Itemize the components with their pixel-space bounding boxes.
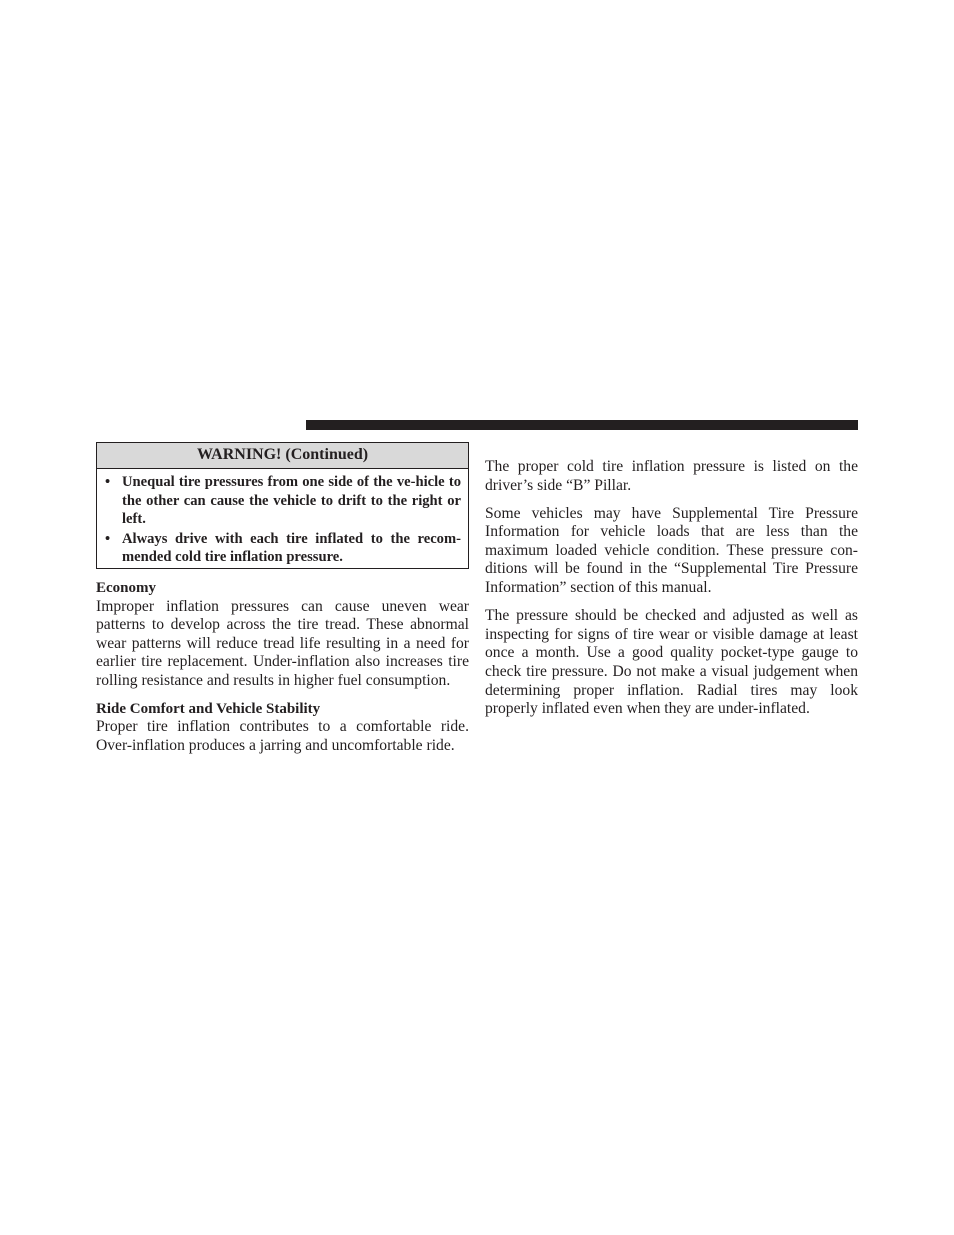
warning-item <box>105 473 461 529</box>
paragraph-checking: The pressure should be checked and adjusted as well as inspecting for signs of tire wear or visible damage at least once a month. Use a good quality pocket-type gauge to check tire pressure. Do not make a visual judgement when determining proper inflation. Radial tires may look properly inflated even when they are under-inflated. <box>485 607 858 718</box>
bullet-icon: • <box>105 530 111 547</box>
header-rule <box>306 420 858 430</box>
paragraph-b-pillar: The proper cold tire inflation pressure is listed on the driver’s side “B” Pillar. <box>485 458 858 494</box>
warning-item-text: Unequal tire pressures from one side of the ve-hicle to the other can cause the vehicle to drift to the right or left. <box>122 474 461 528</box>
paragraph-supplemental: Some vehicles may have Supplemental Tire Pressure Information for vehicle loads that are less than the maximum loaded vehicle condition. These pressure con-ditions will be found in the “Supplemental Tire Pressure Information” section of this manual. <box>485 504 858 597</box>
left-column <box>96 442 469 764</box>
ride-comfort-heading: Ride Comfort and Vehicle Stability <box>96 700 321 717</box>
warning-item-text: Always drive with each tire inflated to the recom-mended cold tire inflation pressure. <box>122 530 461 566</box>
warning-box <box>96 442 469 569</box>
economy-paragraph: Improper inflation pressures can cause uneven wear patterns to develop across the tire tread. These abnormal wear patterns will reduce tread life resulting in a need for earlier tire replacement. Under-inflation also increases tire rolling resistance and results in higher fuel consumption. <box>96 597 469 689</box>
warning-title: WARNING! (Continued) <box>97 443 468 469</box>
warning-list <box>97 469 468 567</box>
economy-heading: Economy <box>96 579 156 596</box>
right-column <box>485 458 858 728</box>
warning-item <box>105 530 461 567</box>
bullet-icon: • <box>105 474 111 490</box>
ride-comfort-paragraph: Proper tire inflation contributes to a comfortable ride. Over-inflation produces a jarring and uncomfortable ride. <box>96 718 469 754</box>
